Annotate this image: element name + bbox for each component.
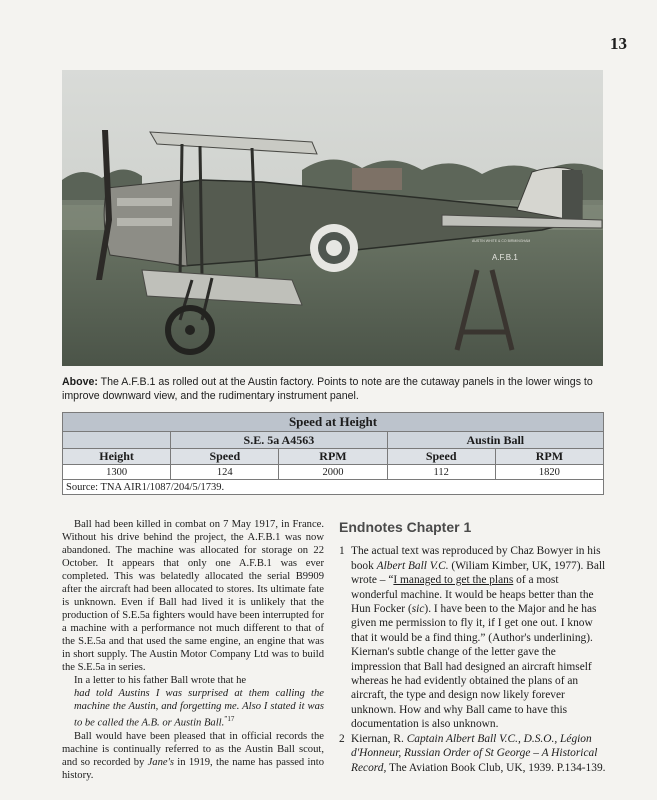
column-header: RPM xyxy=(279,449,387,465)
endnote-text xyxy=(351,732,607,775)
table-cell: 2000 xyxy=(279,465,387,480)
caption-lead: Above: xyxy=(62,376,98,388)
table-row xyxy=(63,465,604,480)
endnote-number: 2 xyxy=(339,732,345,745)
quote-text: had told Austins I was surprised at them calling the machine the Austin, and forgetting me. Also I stated it was to be called the A.B. or Austin Ball. xyxy=(74,688,324,729)
fuselage-lettering: AUSTIN WHITE & CO BIRMINGHAM xyxy=(472,239,531,243)
endnote-run: (Wiliam Kimber, UK, 1977). Ball wrote – “ xyxy=(351,559,606,587)
distant-building xyxy=(352,168,402,190)
table-group-austin-ball: Austin Ball xyxy=(387,432,603,449)
endnote-run: The Aviation Book Club, UK, 1939. P.134-139. xyxy=(386,761,606,774)
table-group-se5a: S.E. 5a A4563 xyxy=(171,432,387,449)
endnotes xyxy=(339,520,607,775)
endnotes-heading: Endnotes Chapter 1 xyxy=(339,519,472,535)
body-paragraph: Ball had been killed in combat on 7 May 1917, in France. Without his drive behind the project, the A.F.B.1 was now abandoned. The machine was allocated for storage on 22 October. It appears that only one A.F.B.1 was ever completed. This was belatedly allocated the serial B9909 after the aircraft had been allocated to stores. Its ultimate fate is unknown. Even if Ball had lived it is unlikely that the production of S.E.5a fighters would have been interrupted for a machine with a performance not much different to that of the S.E.5a and that used the same engine, an engine that was in short supply. The Austin Motor Company Ltd was to build the S.E.5a in series. xyxy=(62,519,324,673)
endnote-run: of a most wonderful machine. It would be heaps better than the Hun Focker ( xyxy=(351,574,594,616)
endnote-text xyxy=(351,544,607,731)
body-paragraph: In a letter to his father Ball wrote that he xyxy=(74,675,247,686)
body-text-run: in 1919, the name has passed into history. xyxy=(62,756,324,781)
column-header: Speed xyxy=(387,449,495,465)
table-cell: 1300 xyxy=(63,465,171,480)
page-number: 13 xyxy=(610,34,627,53)
endnote-item xyxy=(339,732,607,775)
body-text-italic: Jane's xyxy=(147,756,174,768)
table-title: Speed at Height xyxy=(63,413,604,432)
column-header: Height xyxy=(63,449,171,465)
caption-text: The A.F.B.1 as rolled out at the Austin factory. Points to note are the cutaway panels in the lower wings to improve downward view, and the rudimentary instrument panel. xyxy=(62,376,593,402)
fuselage-serial: A.F.B.1 xyxy=(492,253,518,262)
table-group-empty xyxy=(63,432,171,449)
table-cell: 124 xyxy=(171,465,279,480)
endnote-italic: Captain Albert Ball V.C., D.S.O., Légion d'Honneur, Russian Order of St George – A Historical Record, xyxy=(351,732,598,774)
endnote-underlined: I managed to get the plans xyxy=(393,574,514,587)
endnote-italic: sic xyxy=(411,603,425,616)
endnote-run: Kiernan, R. xyxy=(351,732,407,745)
body-paragraph xyxy=(62,730,324,782)
endnote-number: 1 xyxy=(339,545,345,558)
table-cell: 1820 xyxy=(495,465,603,480)
table-cell: 112 xyxy=(387,465,495,480)
block-quote xyxy=(62,687,324,730)
endnote-run: ). I have been to the Major and he has given me permission to fly it, if I get one out. I know that it would be a find thing.” (Author's underlining). Kiernan's subtle change of the letter gave the impression that Ball had designed an aircraft himself whereas he had evidently obtained the plans of an aircraft, the type and design now likely forever unknown. How and why Ball came to have this documentation is also unknown. xyxy=(351,603,597,731)
aircraft-illustration xyxy=(62,70,603,366)
table-source: Source: TNA AIR1/1087/204/5/1739. xyxy=(63,480,604,495)
quote-footnote-ref: ”17 xyxy=(224,715,235,723)
column-header: Speed xyxy=(171,449,279,465)
endnote-item xyxy=(339,544,607,731)
column-header: RPM xyxy=(495,449,603,465)
endnote-run: The actual text was reproduced by Chaz Bowyer in his book xyxy=(351,545,601,572)
speed-at-height-table xyxy=(62,412,604,495)
body-text-run: Ball would have been pleased that in official records the machine is continually referred to as the Austin Ball scout, and so recorded by xyxy=(62,730,324,768)
endnote-italic: Albert Ball V.C. xyxy=(376,559,449,572)
photo-caption xyxy=(62,375,607,403)
aircraft-photo xyxy=(62,70,603,366)
body-text xyxy=(62,518,324,782)
